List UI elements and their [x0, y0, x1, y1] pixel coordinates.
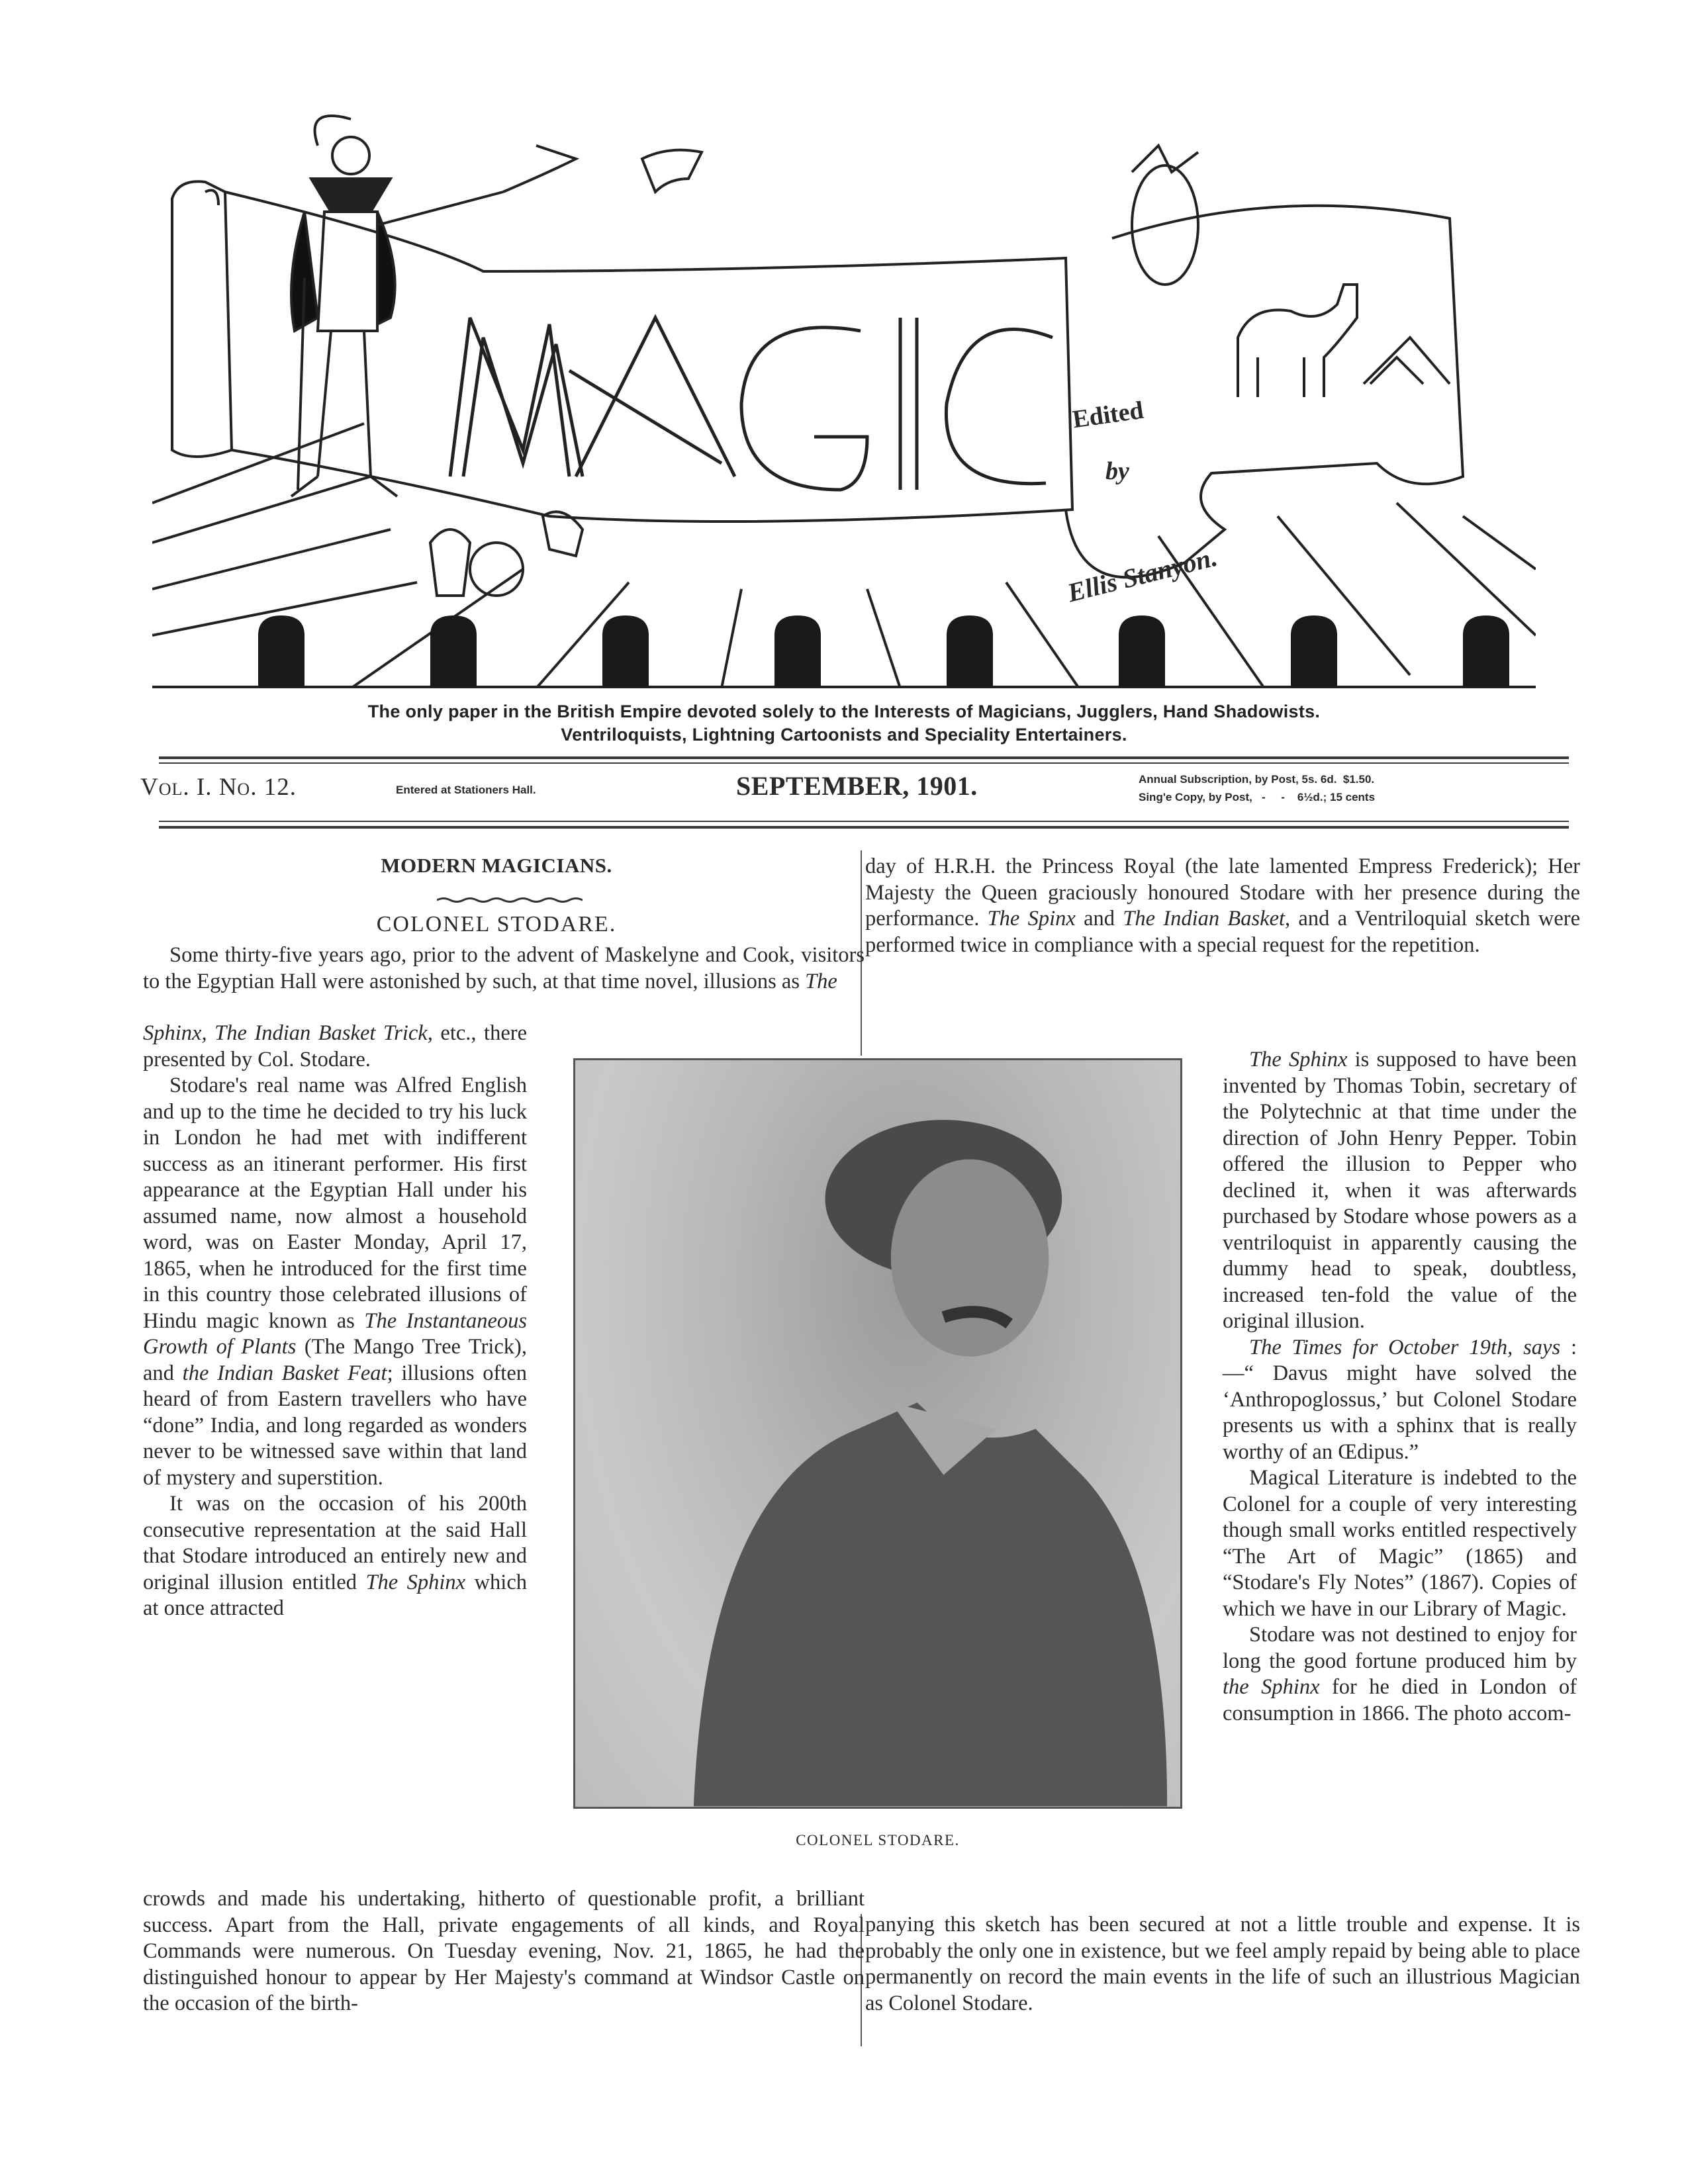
portrait-coat [694, 1402, 1167, 1806]
col2-top [865, 854, 1580, 958]
italic-title: The Spinx [987, 907, 1076, 931]
edited-label: Edited [1070, 396, 1146, 434]
body-text: panying this sketch has been secured at not a little trouble and expense. It is probably the only one in existence, but we feel amply repaid by being able to place permanently on record the main events in the life of such an illustrious Magician as Colonel Stodare. [865, 1913, 1580, 2015]
italic-title: The [805, 969, 837, 993]
dove [642, 150, 702, 192]
italic-title: The Times for October 19th, says [1249, 1335, 1561, 1359]
issue-date: SEPTEMBER, 1901. [736, 771, 978, 801]
subscription-single: Sing'e Copy, by Post, - - 6½d.; 15 cents [1139, 791, 1376, 803]
editor-name: Ellis Stanyon. [1064, 541, 1221, 608]
italic-title: The Sphinx [1249, 1048, 1348, 1071]
body-text: for he died in London of consumption in 1866. The photo accom- [1223, 1675, 1577, 1725]
body-text: crowds and made his undertaking, hitherto of questionable profit, a brilliant success. Apart from the Hall, private engagements of all kinds, and Royal Commands were numerous. On Tuesday evening, Nov. 21, 1865, he had the distinguished honour to appear by Her Majesty's command at Windsor Castle on the occasion of the birth- [143, 1887, 865, 2015]
col2-bottom [865, 1912, 1580, 2017]
body-text: Stodare was not destined to enjoy for long the good fortune produced him by [1223, 1623, 1577, 1673]
pyramids [1364, 338, 1450, 384]
col1-narrow [143, 1021, 527, 1622]
volume-number: Vol. I. No. 12. [140, 774, 297, 801]
italic-title: The Indian Basket [1123, 907, 1286, 931]
camel-scroll [1066, 206, 1463, 578]
masthead-svg [152, 106, 1536, 688]
italic-title: The Indian Basket Trick, [214, 1021, 433, 1045]
wavy-divider [437, 897, 583, 903]
italic-title: the Sphinx [1223, 1675, 1320, 1699]
issue-bar-rule-bottom [159, 821, 1569, 822]
body-text: day of H.R.H. the Princess Royal (the late lamented Empress Frederick); Her Majesty the Queen graciously honoured Stodare with her presence during the performance. [865, 854, 1580, 931]
body-text: It was on the occasion of his 200th consecutive representation at the said Hall that Stodare introduced an entirely new and original illusion entitled [143, 1492, 527, 1594]
section-title: MODERN MAGICIANS. [381, 854, 612, 877]
issue-bar-rule-bottom-2 [159, 826, 1569, 829]
body-text: (The Mango Tree Trick), and [143, 1335, 527, 1385]
rabbit [430, 529, 470, 596]
body-text: and [1084, 907, 1115, 931]
article-title: COLONEL STODARE. [376, 912, 617, 936]
issue-bar-rule-top-2 [159, 762, 1569, 764]
by-label: by [1105, 457, 1129, 485]
magician-figure [291, 116, 576, 496]
body-text: is supposed to have been invented by Thomas Tobin, secretary of the Polytechnic at that time under the direction of John Henry Pepper. Tobin offered the illusion to Pepper who declined it, when it was afterwards purchased by Stodare whose powers as a ventriloquist in apparently causing the dummy head to speak, doubtless, increased ten-fold the value of the original illusion. [1223, 1048, 1577, 1333]
italic-title: The Sphinx [365, 1570, 466, 1594]
issue-bar-rule-top [159, 756, 1569, 759]
entered-notice: Entered at Stationers Hall. [396, 784, 536, 796]
body-text: , and a Ventriloquial sketch were performed twice in compliance with a special request for the repetition. [865, 907, 1581, 957]
tagline-line-1: The only paper in the British Empire devoted solely to the Interests of Magicians, Jugglers, Hand Shadowists. [367, 702, 1321, 721]
subscription-annual: Annual Subscription, by Post, 5s. 6d. $1.50. [1139, 773, 1375, 786]
camel [1238, 285, 1357, 397]
italic-title: Sphinx, [143, 1021, 207, 1045]
footlights [258, 615, 1509, 687]
body-text: Some thirty-five years ago, prior to the advent of Maskelyne and Cook, visitors to the Egyptian Hall were astonished by such, at that time novel, illusions as [143, 943, 865, 993]
tagline-line-2: Ventriloquists, Lightning Cartoonists and Speciality Entertainers. [561, 725, 1127, 745]
magic-letters [450, 318, 1053, 490]
portrait-photo [573, 1058, 1182, 1809]
portrait-face [891, 1160, 1049, 1357]
italic-title: The Instantaneous Growth of Plants [143, 1308, 528, 1359]
owl [1132, 146, 1198, 285]
body-text: Magical Literature is indebted to the Colonel for a couple of very interesting though small works entitled respectively “The Art of Magic” (1865) and “Stodare's Fly Notes” (1867). Copies of which we have in our Library of Magic. [1223, 1466, 1577, 1621]
portrait-svg [575, 1060, 1180, 1807]
body-text: :—“ Davus might have solved the ‘Anthropoglossus,’ but Colonel Stodare presents us with a sphinx that is really worthy of an Œdipus.” [1223, 1335, 1577, 1464]
photo-caption: COLONEL STODARE. [796, 1832, 960, 1848]
masthead-illustration [152, 106, 1536, 688]
col1-intro [143, 942, 865, 995]
col1-bottom [143, 1886, 865, 2017]
left-scroll [172, 181, 232, 457]
italic-title: the Indian Basket Feat [182, 1361, 387, 1385]
body-text: etc., there presented by Col. Stodare. [143, 1021, 528, 1071]
magic-banner [225, 192, 1072, 522]
col2-narrow [1223, 1047, 1577, 1727]
body-text: ; illusions often heard of from Eastern travellers who have “done” India, and long regarded as wonders never to be witnessed save within that land of mystery and superstition. [143, 1361, 528, 1490]
body-text: Stodare's real name was Alfred English and up to the time he decided to try his luck in London he had met with indifferent success as an itinerant performer. His first appearance at the Egyptian Hall under his assumed name, now almost a household word, was on Easter Monday, April 17, 1865, when he introduced for the first time in this country those celebrated illusions of Hindu magic known as [143, 1073, 527, 1333]
body-text: which at once attracted [143, 1570, 527, 1620]
